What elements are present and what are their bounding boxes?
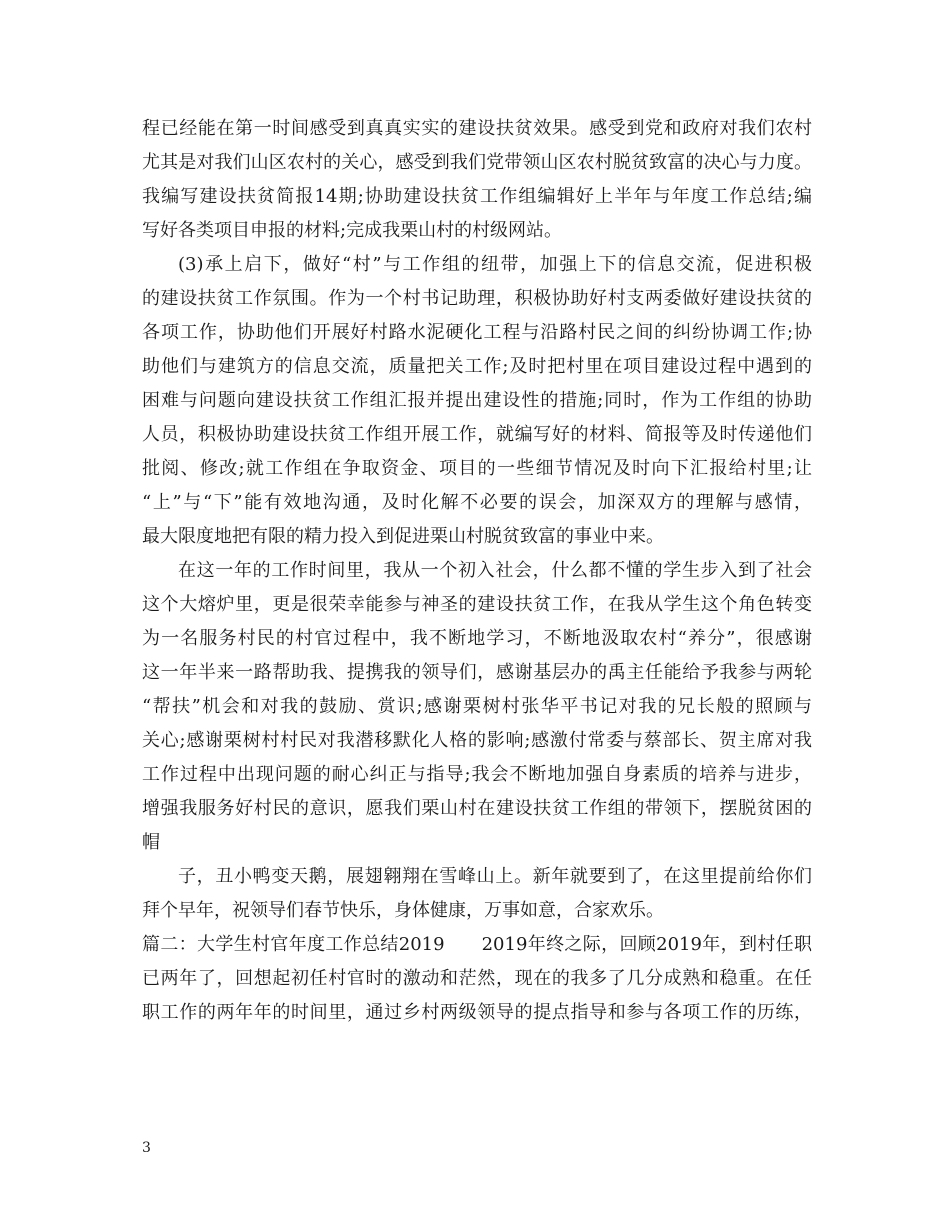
text-line-4: 写好各类项目申报的材料;完成我栗山村的村级网站。 — [142, 220, 563, 241]
text-line-23: 子，丑小鸭变天鹅，展翅翱翔在雪峰山上。新年就要到了，在这里提前给你们 — [178, 866, 812, 887]
text-line-2: 尤其是对我们山区农村的关心，感受到我们党带领山区农村脱贫致富的决心与力度。 — [142, 152, 812, 173]
text-line-26: 已两年了，回想起初任村官时的激动和茫然，现在的我多了几分成熟和稳重。在任 — [142, 968, 812, 989]
text-line-22: 帽 — [142, 832, 160, 853]
text-line-13: 最大限度地把有限的精力投入到促进栗山村脱贫致富的事业中来。 — [142, 526, 664, 547]
text-line-10: 人员，积极协助建设扶贫工作组开展工作，就编写好的材料、简报等及时传递他们 — [142, 424, 812, 445]
text-line-18: “帮扶”机会和对我的鼓励、赏识;感谢栗树村张华平书记对我的兄长般的照顾与 — [142, 696, 812, 717]
text-line-27: 职工作的两年年的时间里，通过乡村两级领导的提点指导和参与各项工作的历练， — [142, 1002, 812, 1023]
text-line-5: (3)承上启下，做好“村”与工作组的纽带，加强上下的信息交流，促进积极 — [178, 254, 812, 275]
text-line-14: 在这一年的工作时间里，我从一个初入社会，什么都不懂的学生步入到了社会 — [178, 560, 812, 581]
text-line-6: 的建设扶贫工作氛围。作为一个村书记助理，积极协助好村支两委做好建设扶贫的 — [142, 288, 812, 309]
text-line-21: 增强我服务好村民的意识，愿我们栗山村在建设扶贫工作组的带领下，摆脱贫困的 — [142, 798, 812, 819]
text-line-9: 困难与问题向建设扶贫工作组汇报并提出建设性的措施;同时，作为工作组的协助 — [142, 390, 812, 411]
document-body — [142, 112, 812, 1030]
text-line-19: 关心;感谢栗树村村民对我潜移默化人格的影响;感激付常委与蔡部长、贺主席对我 — [142, 730, 812, 751]
text-line-17: 这一年半来一路帮助我、提携我的领导们，感谢基层办的禹主任能给予我参与两轮 — [142, 662, 812, 683]
text-line-16: 为一名服务村民的村官过程中，我不断地学习，不断地汲取农村“养分”，很感谢 — [142, 628, 812, 649]
text-line-24: 拜个早年，祝领导们春节快乐，身体健康，万事如意，合家欢乐。 — [142, 900, 664, 921]
text-line-7: 各项工作，协助他们开展好村路水泥硬化工程与沿路村民之间的纠纷协调工作;协 — [142, 322, 812, 343]
text-line-8: 助他们与建筑方的信息交流，质量把关工作;及时把村里在项目建设过程中遇到的 — [142, 356, 812, 377]
text-line-1: 程已经能在第一时间感受到真真实实的建设扶贫效果。感受到党和政府对我们农村 — [142, 118, 812, 139]
text-line-25: 篇二：大学生村官年度工作总结2019 2019年终之际，回顾2019年，到村任职 — [142, 934, 812, 955]
text-line-15: 这个大熔炉里，更是很荣幸能参与神圣的建设扶贫工作，在我从学生这个角色转变 — [142, 594, 812, 615]
text-line-12: “上”与“下”能有效地沟通，及时化解不必要的误会，加深双方的理解与感情， — [142, 492, 812, 513]
text-line-20: 工作过程中出现问题的耐心纠正与指导;我会不断地加强自身素质的培养与进步， — [142, 764, 812, 785]
text-line-3: 我编写建设扶贫简报14期;协助建设扶贫工作组编辑好上半年与年度工作总结;编 — [142, 186, 812, 207]
text-line-11: 批阅、修改;就工作组在争取资金、项目的一些细节情况及时向下汇报给村里;让 — [142, 458, 812, 479]
page-number: 3 — [142, 1140, 151, 1156]
